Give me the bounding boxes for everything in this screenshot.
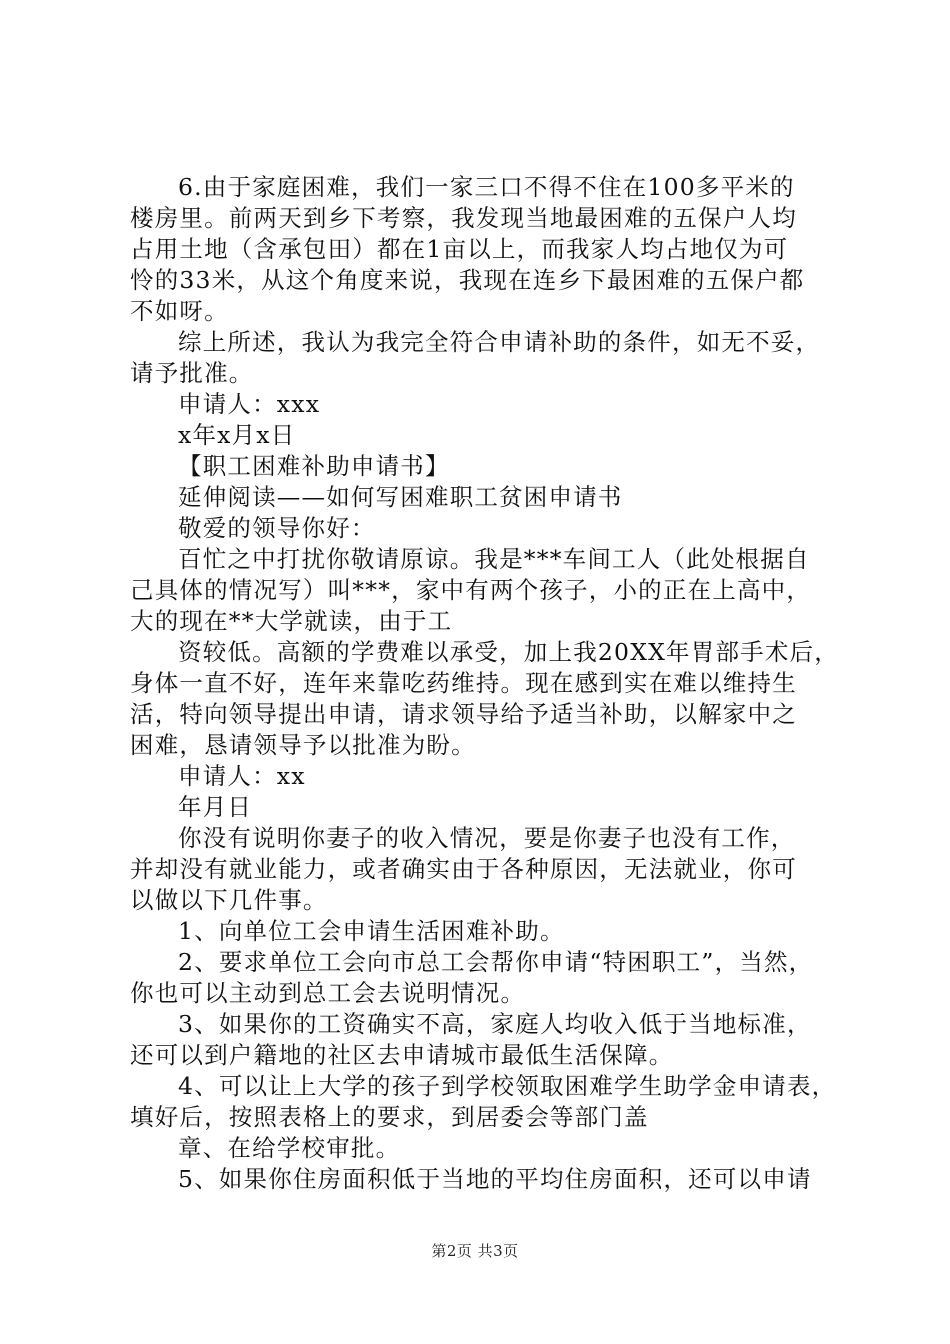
text-line: 你没有说明你妻子的收入情况，要是你妻子也没有工作， [178,824,796,852]
text-line: 怜的33米，从这个角度来说，我现在连乡下最困难的五保户都 [130,266,805,294]
text-line: 4、可以让上大学的孩子到学校领取困难学生助学金申请表， [178,1072,837,1100]
text-line: 敬爱的领导你好： [178,514,376,542]
text-line: 不如呀。 [130,297,229,325]
text-line: 己具体的情况写）叫***，家中有两个孩子，小的正在上高中， [130,576,812,604]
text-line: 申请人：xx [178,762,306,790]
text-line: 请予批准。 [130,359,254,387]
text-line: 以做以下几件事。 [130,886,328,914]
page-footer: 第2页 共3页 [431,1242,519,1260]
text-line: 【职工困难补助申请书】 [178,452,450,480]
text-line: 困难，恳请领导予以批准为盼。 [130,731,476,759]
text-line: 楼房里。前两天到乡下考察，我发现当地最困难的五保户人均 [130,204,797,232]
text-line: 6.由于家庭困难，我们一家三口不得不住在100多平米的 [178,173,795,201]
text-line: 占用土地（含承包田）都在1亩以上，而我家人均占地仅为可 [130,235,789,263]
text-line: 综上所述，我认为我完全符合申请补助的条件，如无不妥， [178,328,821,356]
text-line: 资较低。高额的学费难以承受，加上我20XX年胃部手术后， [178,638,839,666]
text-line: 申请人：xxx [178,390,321,418]
text-line: 1、向单位工会申请生活困难补助。 [178,917,565,945]
text-line: 大的现在**大学就读，由于工 [130,607,453,635]
text-line: x年x月x日 [178,421,296,449]
text-line: 百忙之中打扰你敬请原谅。我是***车间工人（此处根据自 [178,545,810,573]
text-line: 活，特向领导提出申请，请求领导给予适当补助，以解家中之 [130,700,797,728]
document-body [130,172,852,1195]
text-line: 2、要求单位工会向市总工会帮你申请“特困职工”，当然， [178,948,814,976]
text-line: 还可以到户籍地的社区去申请城市最低生活保障。 [130,1041,674,1069]
text-line: 章、在给学校审批。 [178,1134,401,1162]
text-line: 并却没有就业能力，或者确实由于各种原因，无法就业，你可 [130,855,797,883]
text-line: 填好后，按照表格上的要求，到居委会等部门盖 [130,1103,649,1131]
text-line: 延伸阅读——如何写困难职工贫困申请书 [178,483,623,511]
text-line: 3、如果你的工资确实不高，家庭人均收入低于当地标准， [178,1010,812,1038]
text-line: 年月日 [178,793,253,821]
text-line: 5、如果你住房面积低于当地的平均住房面积，还可以申请 [178,1165,812,1193]
text-line: 你也可以主动到总工会去说明情况。 [130,979,526,1007]
text-line: 身体一直不好，连年来靠吃药维持。现在感到实在难以维持生 [130,669,797,697]
